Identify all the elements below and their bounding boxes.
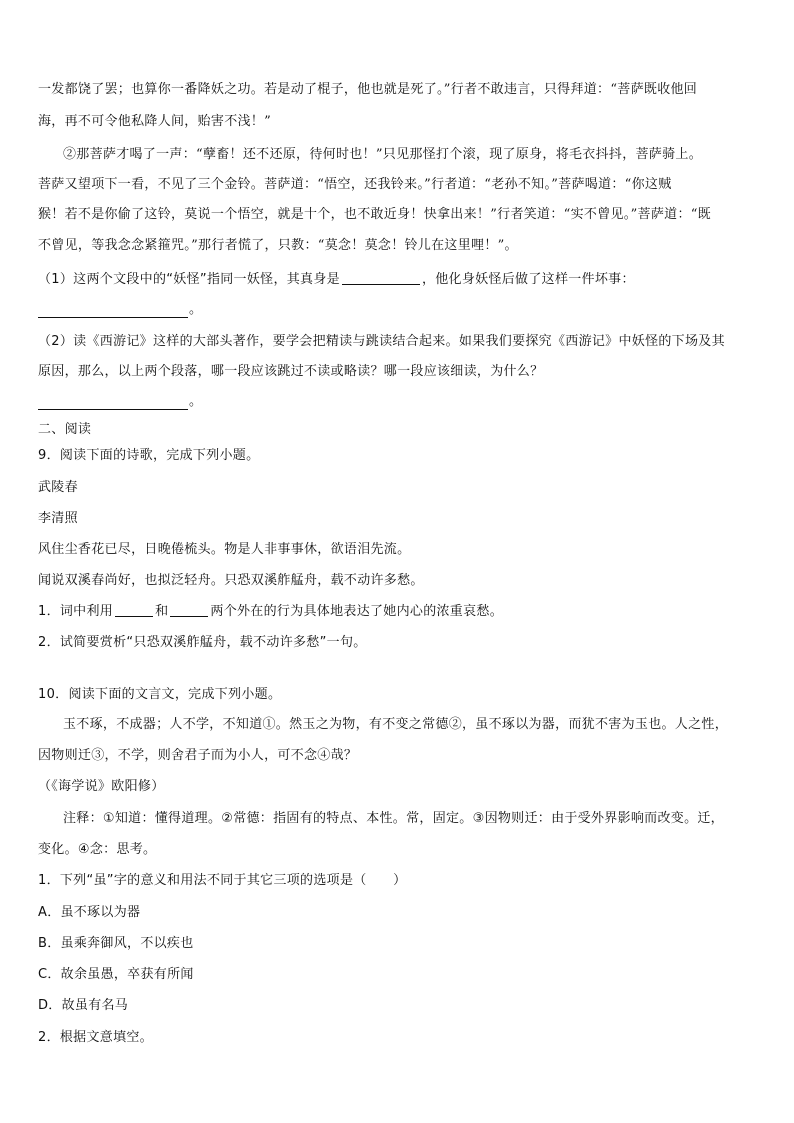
passage-p1-line2: 海，再不可令他私降人间，贻害不浅！” bbox=[38, 114, 272, 129]
q9-sub1-text-b: 和 bbox=[155, 604, 169, 619]
passage-p2-line4: 不曾见，等我念念紧箍咒。”那行者慌了，只教：“莫念！莫念！铃儿在这里哩！”。 bbox=[38, 238, 518, 253]
q10-option-b[interactable]: B．虽乘奔御风，不以疾也 bbox=[38, 936, 194, 951]
q9-sub1-blank-2[interactable] bbox=[170, 602, 208, 617]
q9-sub1 bbox=[38, 602, 758, 622]
q10-text-line2: 因物则迁③，不学，则舍君子而为小人，可不念④哉？ bbox=[38, 748, 358, 763]
q10-note-line2: 变化。④念：思考。 bbox=[38, 842, 157, 857]
q10-sub2: 2．根据文意填空。 bbox=[38, 1030, 153, 1045]
q8-sub2-answer-line[interactable] bbox=[38, 408, 188, 410]
q8-sub1-text-b: ，他化身妖怪后做了这样一件坏事： bbox=[421, 272, 635, 287]
q9-stem: 9．阅读下面的诗歌，完成下列小题。 bbox=[38, 448, 260, 463]
passage-p2-line1: ②那菩萨才喝了一声：“孽畜！还不还原，待何时也！”只见那怪打个滚，现了原身，将毛衣抖抖，菩萨骑上。 bbox=[63, 147, 702, 162]
q9-poem-author: 李清照 bbox=[38, 511, 78, 526]
q8-sub1 bbox=[38, 270, 758, 290]
q9-sub2: 2．试简要赏析“只恐双溪舴艋舟，载不动许多愁”一句。 bbox=[38, 635, 367, 650]
passage-p2-line3: 猴！若不是你偷了这铃，莫说一个悟空，就是十个，也不敢近身！快拿出来！”行者笑道：“实不曾见。”菩萨道：“既 bbox=[38, 207, 711, 222]
q9-sub1-text-c: 两个外在的行为具体地表达了她内心的浓重哀愁。 bbox=[210, 604, 503, 619]
q10-source: （《诲学说》欧阳修） bbox=[38, 779, 165, 794]
q9-sub1-text-a: 1．词中利用 bbox=[38, 604, 114, 619]
q9-poem-line2: 闻说双溪春尚好，也拟泛轻舟。只恐双溪舴艋舟，载不动许多愁。 bbox=[38, 573, 424, 588]
q10-text-line1: 玉不琢，不成器；人不学，不知道①。然玉之为物，有不变之常德②，虽不琢以为器，而犹不害为玉也。人之性， bbox=[63, 717, 729, 732]
q10-note-line1: 注释：①知道：懂得道理。②常德：指固有的特点、本性。常，固定。③因物则迁：由于受外界影响而改变。迁， bbox=[63, 811, 724, 826]
q10-stem: 10．阅读下面的文言文，完成下列小题。 bbox=[38, 687, 282, 702]
q8-sub1-text-a: （1）这两个文段中的“妖怪”指同一妖怪，其真身是 bbox=[38, 272, 340, 287]
passage-p1-line1: 一发都饶了罢；也算你一番降妖之功。若是动了棍子，他也就是死了。”行者不敢违言，只得拜道：“菩萨既收他回 bbox=[38, 82, 698, 97]
passage-p2-line2: 菩萨又望项下一看，不见了三个金铃。菩萨道：“悟空，还我铃来。”行者道：“老孙不知。”菩萨喝道：“你这贼 bbox=[38, 177, 672, 192]
q9-sub1-blank-1[interactable] bbox=[115, 602, 153, 617]
q8-sub1-answer-blank[interactable] bbox=[342, 270, 420, 285]
q8-sub2-end-mark: 。 bbox=[189, 394, 203, 409]
q8-sub1-answer-line[interactable] bbox=[38, 316, 188, 318]
q10-option-c[interactable]: C．故余虽愚，卒获有所闻 bbox=[38, 967, 194, 982]
q10-option-a[interactable]: A．虽不琢以为器 bbox=[38, 905, 141, 920]
section-2-title: 二、阅读 bbox=[38, 422, 92, 437]
q10-sub1: 1．下列“虽”字的意义和用法不同于其它三项的选项是（ ） bbox=[38, 873, 407, 888]
q9-poem-title: 武陵春 bbox=[38, 480, 78, 495]
q9-poem-line1: 风住尘香花已尽，日晚倦梳头。物是人非事事休，欲语泪先流。 bbox=[38, 542, 411, 557]
q10-option-d[interactable]: D．故虽有名马 bbox=[38, 998, 129, 1013]
q8-sub2-line2: 原因，那么，以上两个段落，哪一段应该跳过不读或略读？哪一段应该细读，为什么？ bbox=[38, 364, 544, 379]
q8-sub1-end-mark: 。 bbox=[189, 302, 203, 317]
q8-sub2-line1: （2）读《西游记》这样的大部头著作，要学会把精读与跳读结合起来。如果我们要探究《西游记》中妖怪的下场及其 bbox=[38, 334, 725, 349]
